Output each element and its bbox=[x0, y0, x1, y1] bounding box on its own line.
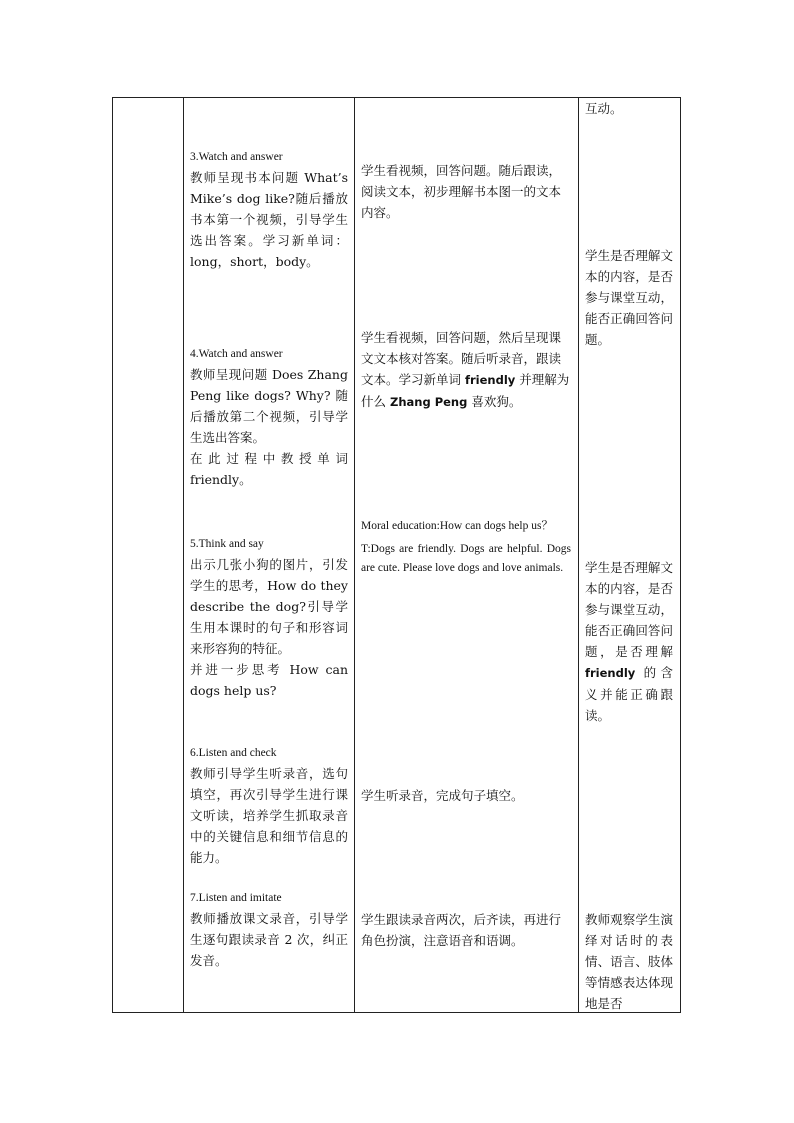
table-col-border-4 bbox=[578, 97, 579, 1013]
table-col-border-2 bbox=[183, 97, 184, 1013]
step-4-heading: 4.Watch and answer bbox=[190, 348, 283, 360]
moral-education-question: Moral education:How can dogs help us？ bbox=[361, 520, 553, 532]
step-4-student-activity bbox=[361, 327, 571, 413]
step-4-student-text: 学生看视频，回答问题，然后呈现课文文本核对答案。随后听录音，跟读文本。学习新单词 friendly 并理解为什么 Zhang Peng 喜欢狗。 bbox=[361, 330, 570, 409]
table-col-border-3 bbox=[354, 97, 355, 1013]
step-3-student-activity bbox=[361, 160, 571, 223]
table-col-border-5 bbox=[680, 97, 681, 1013]
step-7-teacher-text: 教师播放课文录音，引导学生逐句跟读录音 2 次，纠正发音。 bbox=[190, 911, 348, 968]
moral-education-answer: T:Dogs are friendly. Dogs are helpful. Dogs are cute. Please love dogs and love animals. bbox=[361, 543, 571, 574]
step-6-teacher-activity bbox=[190, 744, 348, 868]
step-5-teacher-activity bbox=[190, 535, 348, 701]
step-5-student-activity bbox=[361, 517, 571, 578]
step-6-student-activity bbox=[361, 785, 571, 806]
table-col-border-1 bbox=[112, 97, 113, 1013]
step-5-heading: 5.Think and say bbox=[190, 538, 264, 550]
step-6-teacher-text: 教师引导学生听录音，选句填空，再次引导学生进行课文听读，培养学生抓取录音中的关键信息和细节信息的能力。 bbox=[190, 766, 348, 865]
step-5-teacher-text-b: 并进一步思考 How can dogs help us? bbox=[190, 662, 348, 698]
step-7-student-activity bbox=[361, 909, 571, 951]
assessment-2: 学生是否理解文本的内容，是否参与课堂互动，能否正确回答问题，是否理解 friendly 的含义并能正确跟读。 bbox=[585, 560, 673, 723]
step-6-student-text: 学生听录音，完成句子填空。 bbox=[361, 788, 524, 803]
assessment-3: 教师观察学生演绎对话时的表情、语言、肢体等情感表达体现地是否 bbox=[585, 912, 673, 1011]
assessment-top-note: 互动。 bbox=[585, 101, 623, 116]
step-7-heading: 7.Listen and imitate bbox=[190, 892, 282, 904]
step-3-heading: 3.Watch and answer bbox=[190, 151, 283, 163]
step-3-student-text: 学生看视频，回答问题。随后跟读，阅读文本，初步理解书本图一的文本内容。 bbox=[361, 163, 562, 220]
step-6-heading: 6.Listen and check bbox=[190, 747, 277, 759]
step-7-teacher-activity bbox=[190, 889, 348, 971]
step-4-teacher-text-b: 在此过程中教授单词 friendly。 bbox=[190, 451, 348, 487]
step-7-student-text: 学生跟读录音两次，后齐读，再进行角色扮演，注意语音和语调。 bbox=[361, 912, 562, 948]
step-4-teacher-activity bbox=[190, 345, 348, 490]
step-4-teacher-text: 教师呈现问题 Does Zhang Peng like dogs? Why? 随后播放第二个视频，引导学生选出答案。 bbox=[190, 367, 348, 445]
assessment-1: 学生是否理解文本的内容，是否参与课堂互动，能否正确回答问题。 bbox=[585, 248, 673, 347]
step-5-teacher-text: 出示几张小狗的图片，引发学生的思考，How do they describe the dog?引导学生用本课时的句子和形容词来形容狗的特征。 bbox=[190, 557, 348, 656]
step-3-teacher-text: 教师呈现书本问题 What’s Mike’s dog like?随后播放书本第一个视频，引导学生选出答案。学习新单词：long，short，body。 bbox=[190, 170, 348, 269]
step-3-teacher-activity bbox=[190, 148, 348, 272]
